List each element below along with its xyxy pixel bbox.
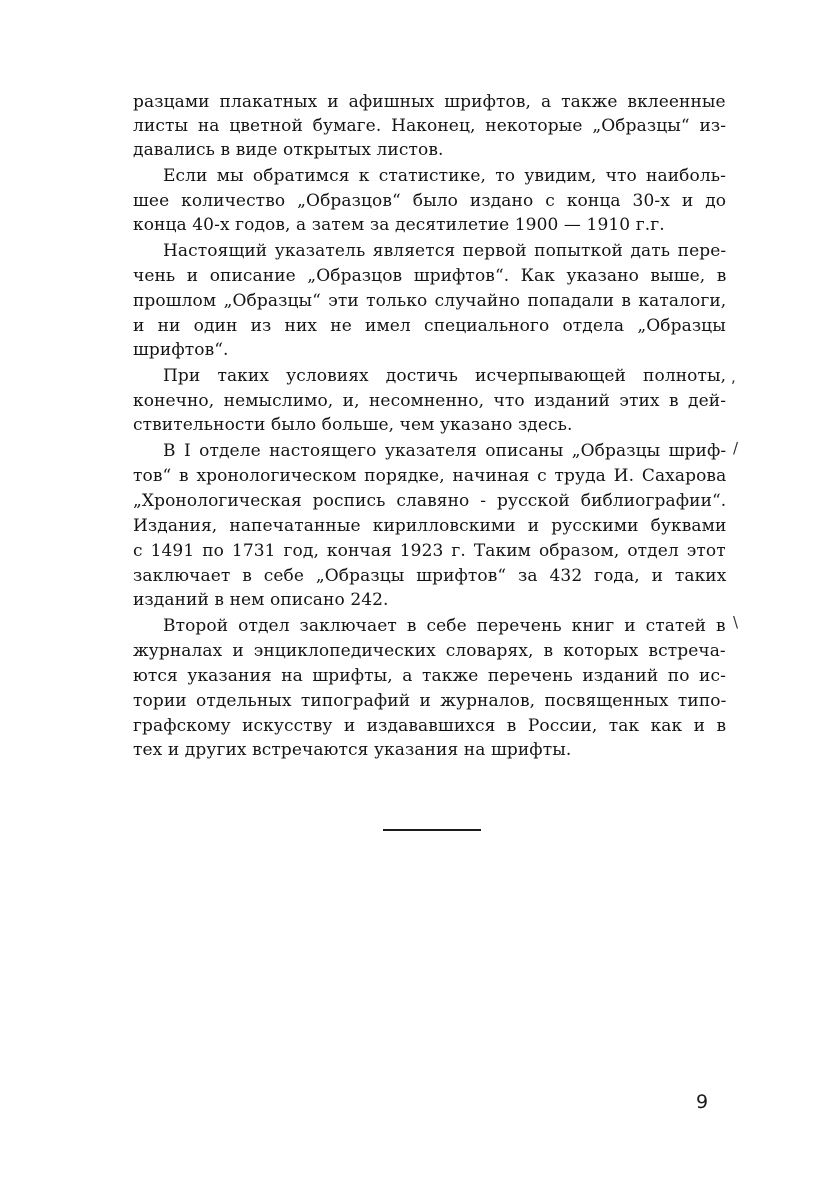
- text-line: с 1491 по 1731 год, кончая 1923 г. Таким образом, отдел этот: [133, 541, 726, 561]
- text-line: ются указания на шрифты, а также перечень изданий по ис-: [133, 666, 726, 686]
- text-line: В I отделе настоящего указателя описаны „Образцы шриф-: [163, 441, 727, 461]
- text-line: чень и описание „Образцов шрифтов“. Как указано выше, в: [133, 266, 727, 286]
- text-line: листы на цветной бумаге. Наконец, некоторые „Образцы“ из-: [133, 116, 727, 136]
- text-line: Второй отдел заключает в себе перечень книг и статей в: [163, 616, 726, 636]
- text-line: разцами плакатных и афишных шрифтов, а также вклеенные: [133, 92, 726, 112]
- text-line: тов“ в хронологическом порядке, начиная с труда И. Сахарова: [133, 466, 727, 486]
- text-line: конца 40-х годов, а затем за десятилетие 1900 — 1910 г.г.: [133, 215, 665, 235]
- text-line: тех и других встречаются указания на шрифты.: [133, 740, 572, 760]
- text-line: ствительности было больше, чем указано здесь.: [133, 415, 573, 435]
- text-line: Если мы обратимся к статистике, то увидим, что наиболь-: [163, 166, 726, 186]
- section-separator: [383, 829, 481, 831]
- text-line: шее количество „Образцов“ было издано с конца 30-х и до: [133, 191, 727, 211]
- scan-mark-icon: ,: [731, 368, 736, 386]
- text-line: изданий в нем описано 242.: [133, 590, 389, 610]
- text-line: „Хронологическая роспись славяно - русской библиографии“.: [133, 491, 727, 511]
- text-line: шрифтов“.: [133, 340, 229, 360]
- text-line: Настоящий указатель является первой попыткой дать пере-: [163, 241, 727, 261]
- scan-mark-icon: \: [733, 613, 739, 631]
- text-line: Издания, напечатанные кирилловскими и русскими буквами: [133, 516, 727, 536]
- text-line: графскому искусству и издававшихся в России, так как и в: [133, 716, 727, 736]
- text-line: конечно, немыслимо, и, несомненно, что изданий этих в дей-: [133, 391, 727, 411]
- text-line: давались в виде открытых листов.: [133, 140, 444, 160]
- text-line: прошлом „Образцы“ эти только случайно попадали в каталоги,: [133, 291, 727, 311]
- text-line: заключает в себе „Образцы шрифтов“ за 432 года, и таких: [133, 566, 727, 586]
- text-line: тории отдельных типографий и журналов, посвященных типо-: [133, 691, 727, 711]
- page-number: 9: [696, 1091, 709, 1113]
- text-line: При таких условиях достичь исчерпывающей полноты,: [163, 366, 727, 386]
- text-line: и ни один из них не имел специального отдела „Образцы: [133, 316, 726, 336]
- text-line: журналах и энциклопедических словарях, в которых встреча-: [133, 641, 726, 661]
- scan-mark-icon: /: [733, 439, 739, 457]
